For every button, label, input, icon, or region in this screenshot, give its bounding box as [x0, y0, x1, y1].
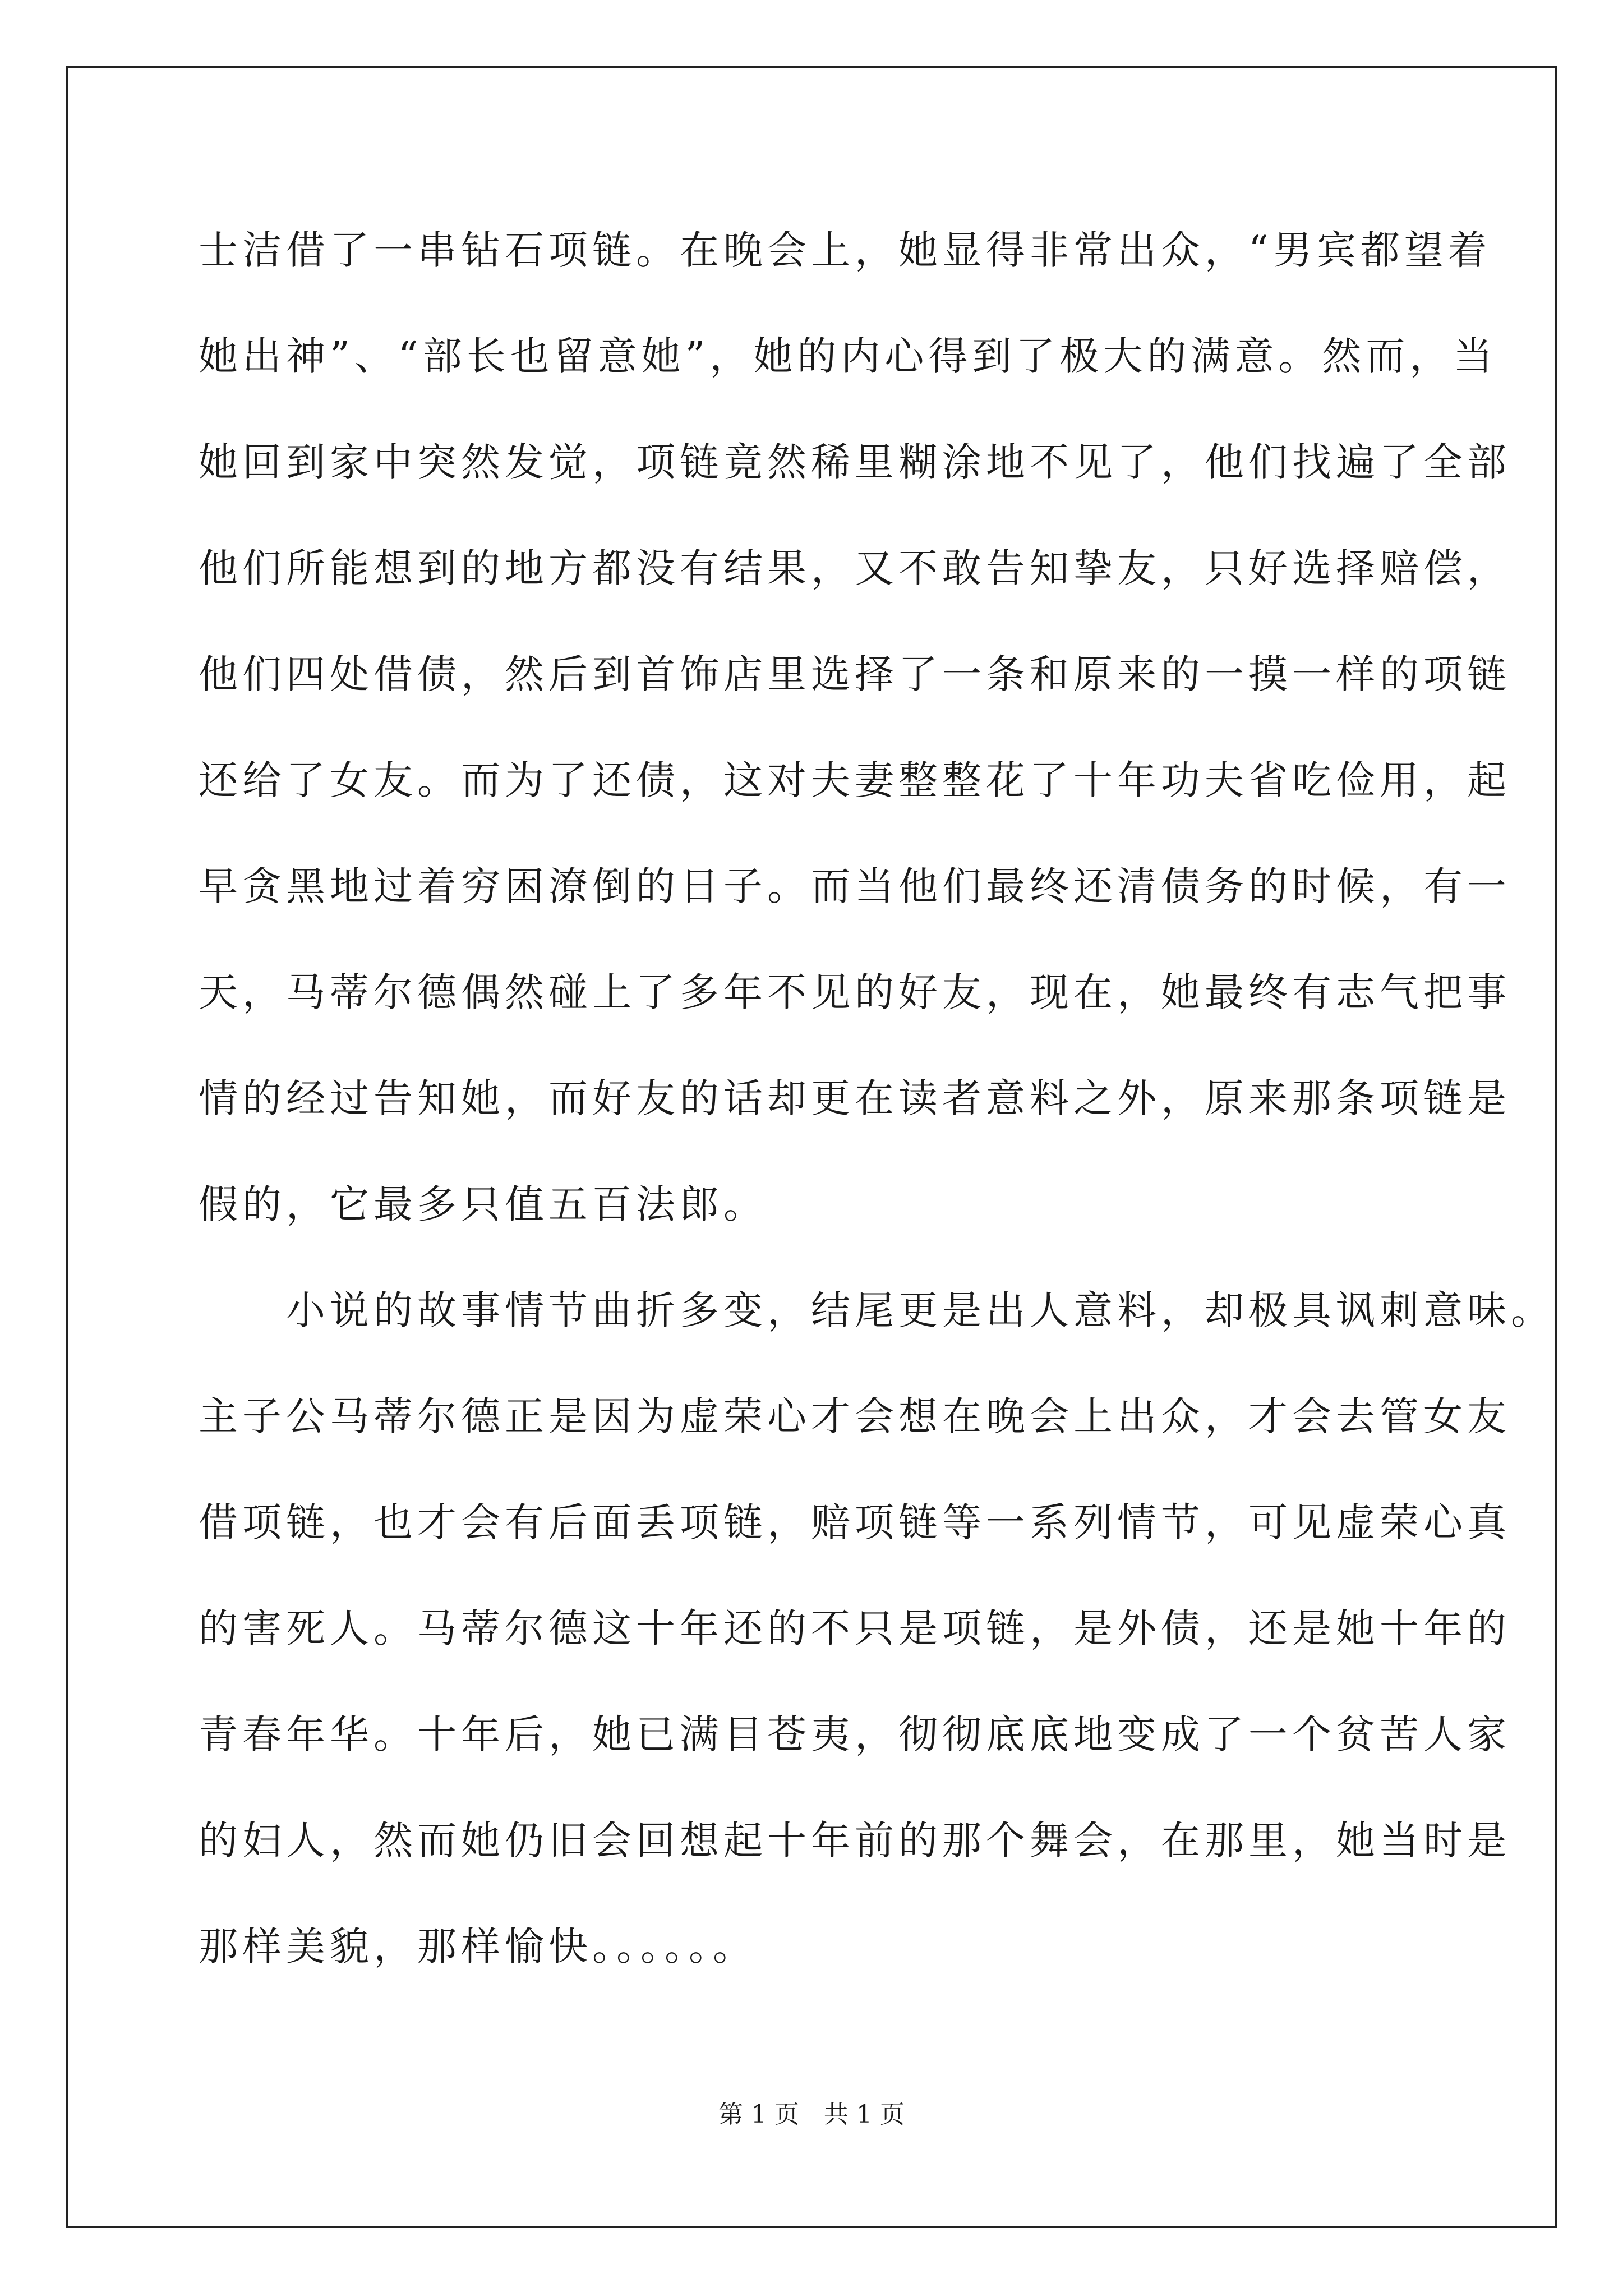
text-line: 主子公马蒂尔德正是因为虚荣心才会想在晚会上出众，才会去管女友 — [199, 1393, 1511, 1439]
text-line: 借项链，也才会有后面丢项链，赔项链等一系列情节，可见虚荣心真 — [199, 1499, 1511, 1545]
page-number-footer: 第 1 页 共 1 页 — [718, 2100, 905, 2129]
text-line: 她出神”、“部长也留意她”，她的内心得到了极大的满意。然而，当 — [199, 333, 1497, 379]
text-line: 那样美貌，那样愉快。。。。。。 — [199, 1924, 757, 1970]
text-line: 士洁借了一串钻石项链。在晚会上，她显得非常出众，“男宾都望着 — [199, 227, 1492, 273]
text-line: 他们四处借债，然后到首饰店里选择了一条和原来的一摸一样的项链 — [199, 651, 1511, 697]
text-line: 的妇人，然而她仍旧会回想起十年前的那个舞会，在那里，她当时是 — [199, 1818, 1511, 1864]
text-line: 青春年华。十年后，她已满目苍夷，彻彻底底地变成了一个贫苦人家 — [199, 1711, 1511, 1757]
paragraph-start-line: 小说的故事情节曲折多变，结尾更是出人意料，却极具讽刺意味。 — [199, 1287, 1555, 1333]
text-line: 天，马蒂尔德偶然碰上了多年不见的好友，现在，她最终有志气把事 — [199, 969, 1511, 1015]
text-line: 他们所能想到的地方都没有结果，又不敢告知挚友，只好选择赔偿， — [199, 545, 1511, 591]
document-body — [199, 212, 1555, 2014]
text-line: 她回到家中突然发觉，项链竟然稀里糊涂地不见了，他们找遍了全部 — [199, 439, 1511, 485]
text-line: 还给了女友。而为了还债，这对夫妻整整花了十年功夫省吃俭用，起 — [199, 757, 1511, 803]
text-line: 情的经过告知她，而好友的话却更在读者意料之外，原来那条项链是 — [199, 1075, 1511, 1121]
text-line: 早贪黑地过着穷困潦倒的日子。而当他们最终还清债务的时候，有一 — [199, 863, 1511, 909]
text-line: 假的，它最多只值五百法郎。 — [199, 1181, 767, 1227]
text-line: 的害死人。马蒂尔德这十年还的不只是项链，是外债，还是她十年的 — [199, 1605, 1511, 1651]
